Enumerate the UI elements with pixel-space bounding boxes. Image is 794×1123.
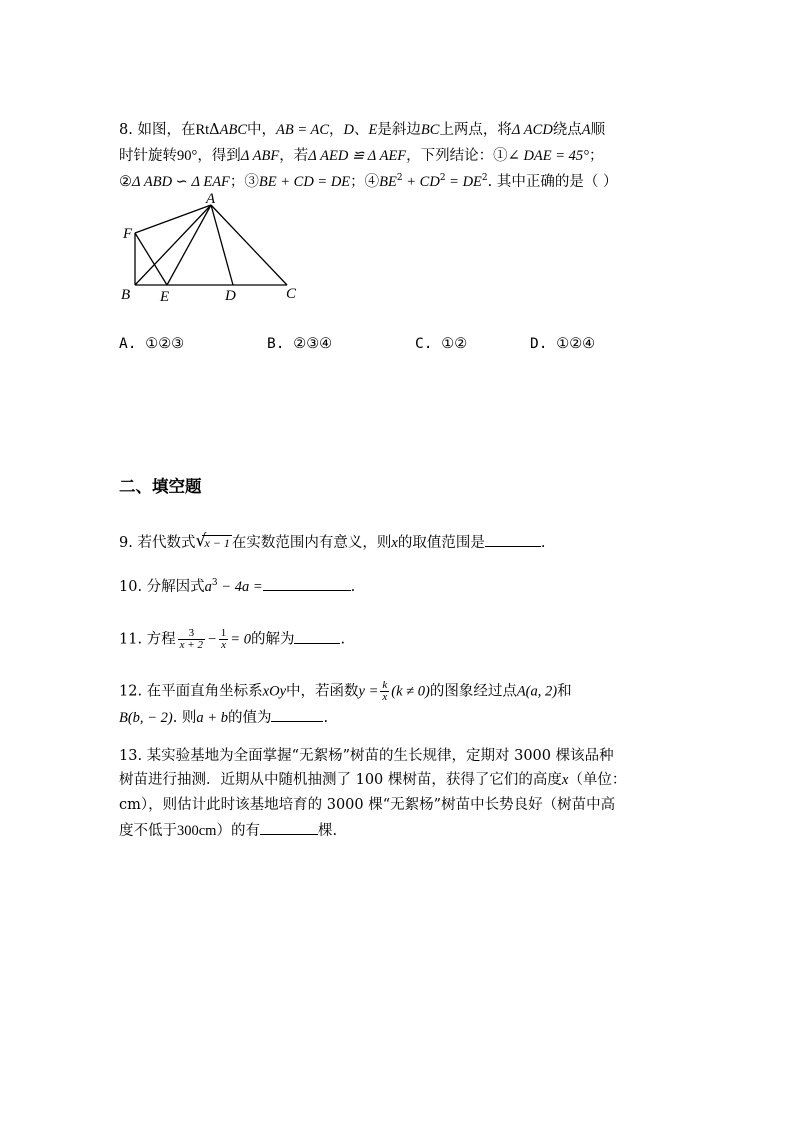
- q8-exp: 2: [481, 173, 488, 183]
- q8-text: ，若: [279, 148, 309, 164]
- q11-text: 11. 方程: [119, 631, 176, 648]
- q8-text: ；③: [229, 173, 259, 190]
- segment-fe: [135, 233, 167, 285]
- q8-text: ，下列结论：①: [406, 148, 508, 164]
- q8-text: 顺: [590, 122, 606, 138]
- q12-text: .: [323, 710, 329, 726]
- q11-num1: 3: [188, 627, 195, 639]
- label-f: F: [123, 226, 133, 242]
- q12-line-2: [119, 709, 328, 726]
- label-c: C: [286, 286, 297, 302]
- q9-sqrt: [195, 531, 231, 551]
- q9: [119, 531, 546, 551]
- q12-line-1: [119, 680, 572, 703]
- q12-text: . 则: [172, 710, 197, 726]
- q13-height: 300cm: [177, 823, 217, 839]
- q8-be: BE: [379, 173, 397, 190]
- q8-exp: 2: [439, 173, 446, 183]
- q9-text: 在实数范围内有意义，则: [231, 535, 392, 551]
- q8-acd: Δ ACD: [511, 122, 553, 138]
- q10: [119, 578, 355, 595]
- q8-text: 是斜边: [377, 122, 421, 138]
- q8-text: ；④: [350, 173, 380, 190]
- q12-fraction: [380, 680, 389, 703]
- q8-option-c[interactable]: C. ①②: [415, 336, 468, 352]
- q8-d: D: [343, 122, 355, 138]
- q8-text: ，: [329, 122, 344, 138]
- q11-text: .: [340, 631, 346, 648]
- q8-a: A: [581, 122, 591, 138]
- q8-triangle-symbol: Δ: [209, 122, 220, 138]
- q10-answer-blank[interactable]: [263, 578, 351, 591]
- q12-xoy: xOy: [262, 683, 287, 700]
- label-a: A: [206, 191, 216, 207]
- q9-text: 9. 若代数式: [119, 535, 196, 551]
- q10-text: 10. 分解因式: [119, 579, 205, 595]
- q8-abc: ABC: [219, 122, 248, 138]
- q8-text: . 其中正确的是（ ）: [487, 173, 618, 190]
- q8-similar: Δ ABD ∽ Δ EAF: [132, 173, 230, 190]
- q11: [119, 628, 345, 651]
- q13-text: （单位：: [568, 772, 627, 788]
- q8-90deg: 90°: [177, 148, 198, 164]
- q9-answer-blank[interactable]: [485, 534, 541, 547]
- q13-line-4: [119, 822, 337, 839]
- q9-radicand: x − 1: [204, 536, 230, 550]
- q8-text: 时针旋转: [119, 148, 177, 164]
- q12-y: y =: [358, 683, 379, 700]
- q9-text: 的取值范围是: [397, 535, 485, 551]
- q12-a-plus-b: a + b: [196, 710, 228, 726]
- q8-option-b[interactable]: B. ②③④: [267, 336, 333, 352]
- q12-text: 的图象经过点: [429, 683, 517, 700]
- q12-x: x: [382, 691, 388, 703]
- q10-exp: 3: [211, 578, 218, 589]
- q11-fraction-1: [178, 628, 205, 651]
- q13-answer-blank[interactable]: [260, 822, 318, 835]
- q8-line-2: [119, 149, 603, 164]
- q8-text: ；: [588, 148, 604, 164]
- label-e: E: [160, 289, 170, 305]
- q8-text: 、: [354, 122, 369, 138]
- q13-x: x: [561, 772, 569, 788]
- section-title: 二、填空题: [119, 477, 202, 496]
- q8-abf: Δ ABF: [240, 148, 280, 164]
- q8-cd: + CD: [402, 173, 440, 190]
- q11-fraction-2: [219, 628, 229, 651]
- q11-answer-blank[interactable]: [294, 631, 340, 644]
- q12-answer-blank[interactable]: [271, 709, 323, 722]
- q12-point-b: B(b, − 2): [119, 710, 173, 726]
- q8-option-a[interactable]: A. ①②③: [119, 336, 185, 352]
- q11-den1: x + 2: [179, 639, 203, 651]
- q9-text: .: [540, 535, 546, 551]
- q8-text: 8. 如图，在: [119, 122, 196, 138]
- q8-sum: BE + CD = DE: [258, 173, 351, 190]
- q8-rt: Rt: [195, 122, 210, 138]
- q12-text: 中，若函数: [286, 683, 359, 700]
- q8-option-d[interactable]: D. ①②④: [530, 336, 596, 352]
- q12-k: k: [382, 679, 388, 691]
- q8-angle-dae: ∠ DAE = 45°: [507, 148, 589, 164]
- q11-text: 的解为: [250, 631, 295, 648]
- q8-text: ②: [119, 173, 132, 190]
- q8-bc: BC: [420, 122, 440, 138]
- q12-point-a: A(a, 2): [516, 683, 558, 700]
- q8-geometry-figure: [110, 190, 310, 305]
- label-d: D: [225, 288, 236, 304]
- q13-text: ）的有: [216, 823, 260, 839]
- q13-text: 树苗进行抽测．近期从中随机抽测了 100 棵树苗，获得了它们的高度: [119, 772, 562, 788]
- q11-minus: −: [206, 631, 217, 648]
- q13-line-1: 13. 某实验基地为全面掌握“无絮杨”树苗的生长规律，定期对 3000 棵该品种: [119, 748, 614, 764]
- q12-text: 和: [557, 683, 572, 700]
- q13-line-2: [119, 773, 626, 788]
- q8-text: 中，: [247, 122, 277, 138]
- q8-exp: 2: [396, 173, 403, 183]
- q13-text: 棵.: [317, 823, 338, 839]
- q8-text: 上两点，将: [439, 122, 512, 138]
- q8-line-3: [119, 174, 617, 189]
- q12-condition: (k ≠ 0): [391, 683, 430, 700]
- q11-eq0: = 0: [230, 631, 251, 648]
- q8-text: ，得到: [197, 148, 241, 164]
- q9-x: x: [391, 535, 398, 551]
- q10-expr: − 4a =: [217, 579, 263, 595]
- q12-text: 的值为: [227, 710, 272, 726]
- q12-text: 12. 在平面直角坐标系: [119, 683, 263, 700]
- q8-ab-eq-ac: AB = AC: [276, 122, 330, 138]
- q8-congruence: Δ AED ≌ Δ AEF: [308, 148, 407, 164]
- q13-text: 度不低于: [119, 823, 177, 839]
- segment-fa: [135, 205, 211, 233]
- q11-den2: x: [219, 639, 229, 651]
- q11-num2: 1: [220, 627, 227, 639]
- q8-text: 绕点: [552, 122, 582, 138]
- q10-text: .: [350, 579, 356, 595]
- label-b: B: [121, 287, 131, 303]
- radical-icon: √: [195, 531, 207, 551]
- q8-de: = DE: [445, 173, 482, 190]
- q8-line-1: [119, 123, 605, 138]
- q10-a: a: [204, 579, 212, 595]
- q13-line-3: cm），则估计此时该基地培育的 3000 棵“无絮杨”树苗中长势良好（树苗中高: [119, 797, 616, 813]
- q8-e: E: [368, 122, 378, 138]
